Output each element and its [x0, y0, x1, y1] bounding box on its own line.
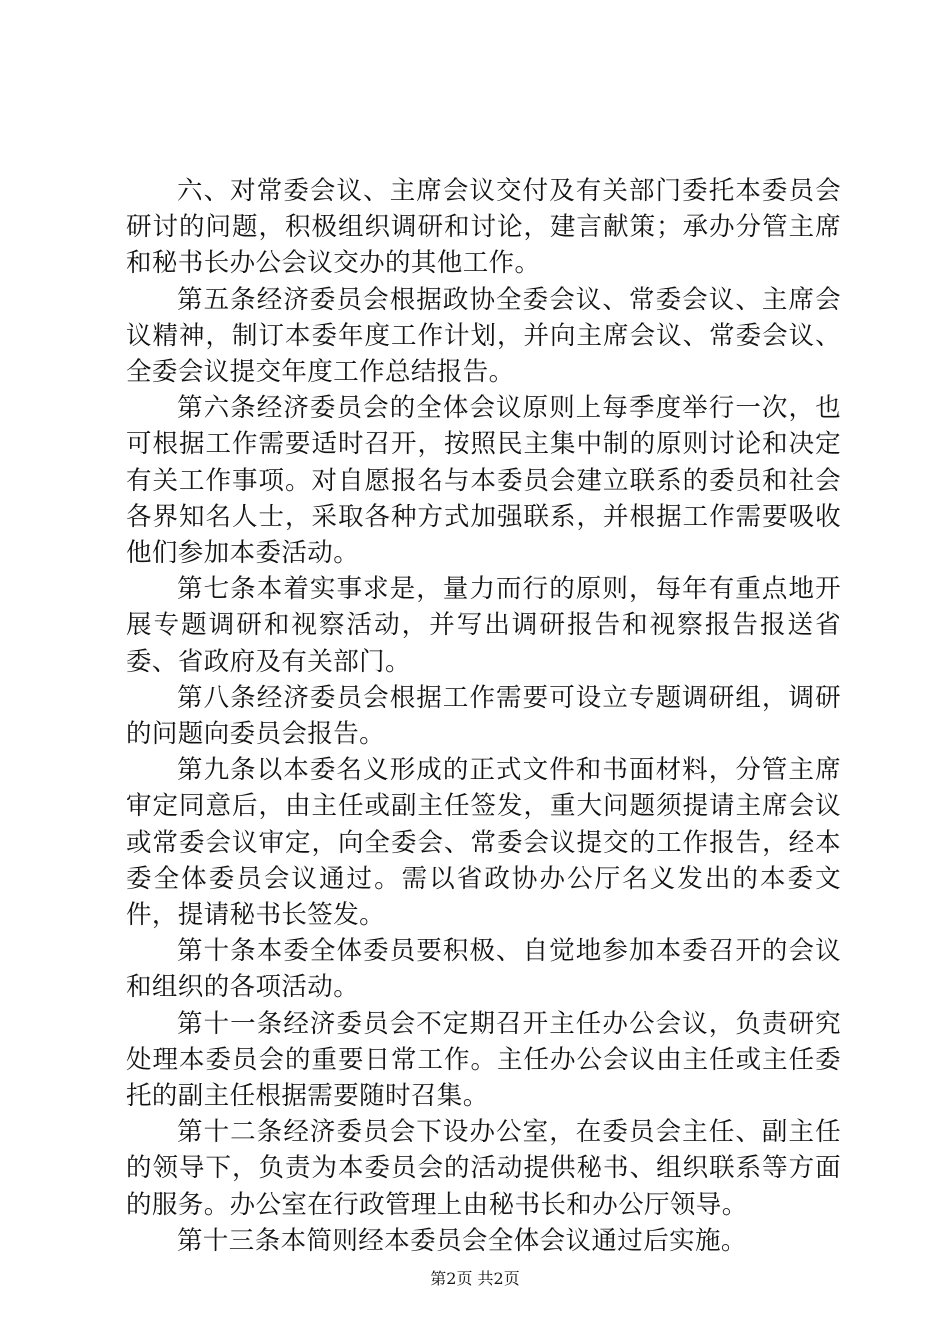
paragraph-article-7: 第七条本着实事求是，量力而行的原则，每年有重点地开展专题调研和视察活动，并写出调研报告和视察报告报送省委、省政府及有关部门。 [126, 574, 841, 677]
paragraph-article-5: 第五条经济委员会根据政协全委会议、常委会议、主席会议精神，制订本委年度工作计划，并向主席会议、常委会议、全委会议提交年度工作总结报告。 [126, 284, 841, 388]
paragraph-article-6: 第六条经济委员会的全体会议原则上每季度举行一次，也可根据工作需要适时召开，按照民主集中制的原则讨论和决定有关工作事项。对自愿报名与本委员会建立联系的委员和社会各界知名人士，采取各种方式加强联系，并根据工作需要吸收他们参加本委活动。 [126, 393, 841, 569]
paragraph-article-9: 第九条以本委名义形成的正式文件和书面材料，分管主席审定同意后，由主任或副主任签发，重大问题须提请主席会议或常委会议审定，向全委会、常委会议提交的工作报告，经本委全体委员会议通过。需以省政协办公厅名义发出的本委文件，提请秘书长签发。 [126, 755, 841, 931]
page-number-label: 第2页 共2页 [430, 1269, 520, 1288]
paragraph-item-6: 六、对常委会议、主席会议交付及有关部门委托本委员会研讨的问题，积极组织调研和讨论，建言献策；承办分管主席和秘书长办公会议交办的其他工作。 [126, 176, 841, 279]
document-body [126, 173, 841, 1259]
page-footer [0, 1268, 950, 1290]
paragraph-article-8: 第八条经济委员会根据工作需要可设立专题调研组，调研的问题向委员会报告。 [126, 682, 841, 750]
paragraph-article-11: 第十一条经济委员会不定期召开主任办公会议，负责研究处理本委员会的重要日常工作。主任办公会议由主任或主任委托的副主任根据需要随时召集。 [126, 1008, 841, 1112]
paragraph-article-10: 第十条本委全体委员要积极、自觉地参加本委召开的会议和组织的各项活动。 [126, 936, 841, 1003]
paragraph-article-13: 第十三条本简则经本委员会全体会议通过后实施。 [177, 1225, 747, 1256]
paragraph-article-12: 第十二条经济委员会下设办公室，在委员会主任、副主任的领导下，负责为本委员会的活动提供秘书、组织联系等方面的服务。办公室在行政管理上由秘书长和办公厅领导。 [126, 1117, 841, 1220]
